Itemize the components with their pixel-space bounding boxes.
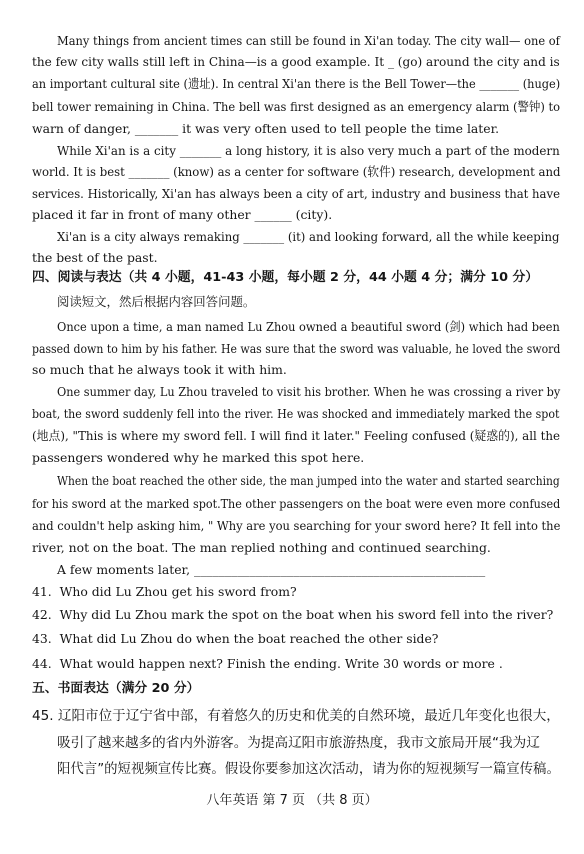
story-line: (地点), "This is where my sword fell. I will find it later." Feeling confused (疑惑的), all the: [32, 428, 561, 443]
question-text: Who did Lu Zhou get his sword from?: [59, 584, 297, 599]
story-line: boat, the sword suddenly fell into the river. He was shocked and immediately marked the spot: [32, 406, 560, 421]
story-line: One summer day, Lu Zhou traveled to visit his brother. When he was crossing a river by: [57, 384, 561, 399]
question-number: 41.: [32, 584, 52, 599]
section-4-title: 四、阅读与表达（共 4 小题，41-43 小题，每小题 2 分，44 小题 4 分；满分 10 分）: [32, 270, 539, 285]
question-text: What would happen next? Finish the ending. Write 30 words or more .: [59, 656, 503, 671]
question-number: 43.: [32, 631, 52, 646]
section-5-title: 五、书面表达（满分 20 分）: [32, 681, 200, 696]
question-text: What did Lu Zhou do when the boat reached the other side?: [59, 631, 439, 646]
story-line: and couldn't help asking him, " Why are you searching for your sword here? It fell into the: [32, 518, 561, 533]
story-line: Once upon a time, a man named Lu Zhou owned a beautiful sword (剑) which had been: [57, 319, 560, 334]
question-number: 44.: [32, 656, 52, 671]
section-4-instruction: 阅读短文，然后根据内容回答问题。: [57, 294, 256, 309]
passage-line: warn of danger, _______ it was very often used to tell people the time later.: [32, 121, 500, 136]
passage-line: Xi'an is a city always remaking _______ (it) and looking forward, all the while keeping: [57, 229, 560, 244]
passage-line: While Xi'an is a city _______ a long history, it is also very much a part of the modern: [57, 143, 560, 158]
question-44: [32, 656, 503, 672]
question-text: Why did Lu Zhou mark the spot on the boat when his sword fell into the river?: [59, 607, 554, 622]
question-number: 45.: [32, 708, 54, 724]
question-45-line-1: [32, 706, 560, 726]
story-line: so much that he always took it with him.: [32, 362, 287, 377]
page-footer: 八年英语 第 7 页 （共 8 页）: [206, 793, 378, 808]
passage-line: placed it far in front of many other ______ (city).: [32, 207, 333, 222]
passage-line: the best of the past.: [32, 250, 158, 265]
passage-line: Many things from ancient times can still be found in Xi'an today. The city wall— one of: [57, 33, 560, 48]
question-41: [32, 584, 297, 600]
question-45-text: 辽阳市位于辽宁省中部，有着悠久的历史和优美的自然环境，最近几年变化也很大，: [57, 708, 560, 724]
passage-line: the few city walls still left in China—is a good example. It _ (go) around the city and is: [32, 54, 560, 69]
story-line: A few moments later, _______________________________________________: [57, 562, 486, 577]
passage-line: services. Historically, Xi'an has always been a city of art, industry and business that have: [32, 186, 560, 201]
question-45-line-2: 吸引了越来越多的省内外游客。为提高辽阳市旅游热度，我市文旅局开展“我为辽: [57, 735, 540, 751]
story-line: passengers wondered why he marked this spot here.: [32, 450, 365, 465]
question-42: [32, 607, 553, 623]
passage-line: an important cultural site (遗址). In central Xi'an there is the Bell Tower—the _______ (huge): [32, 76, 561, 91]
question-45-line-3: 阳代言”的短视频宣传比赛。假设你要参加这次活动，请为你的短视频写一篇宣传稿。: [57, 761, 560, 777]
story-line: for his sword at the marked spot.The other passengers on the boat were even more confused: [32, 496, 561, 511]
story-line: passed down to him by his father. He was sure that the sword was valuable, he loved the sword: [32, 341, 561, 356]
passage-line: world. It is best _______ (know) as a center for software (软件) research, development and: [32, 164, 561, 179]
story-line: river, not on the boat. The man replied nothing and continued searching.: [32, 540, 491, 555]
question-43: [32, 631, 438, 647]
story-line: When the boat reached the other side, the man jumped into the water and started searching: [57, 473, 560, 488]
passage-line: bell tower remaining in China. The bell was first designed as an emergency alarm (警钟) to: [32, 99, 560, 114]
question-number: 42.: [32, 607, 52, 622]
